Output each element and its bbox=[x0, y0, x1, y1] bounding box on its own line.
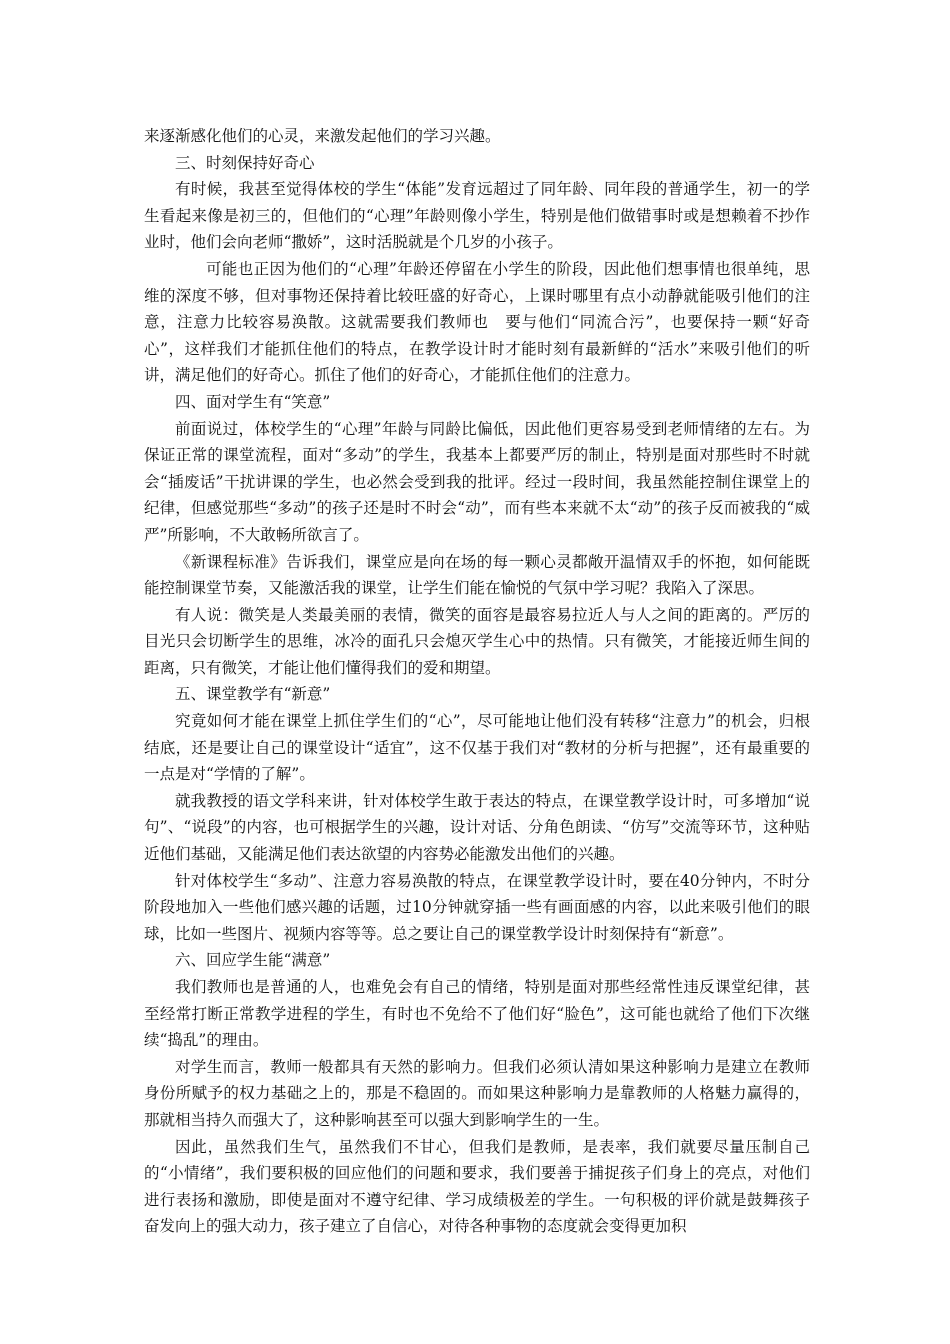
section-heading: 五、课堂教学有“新意” bbox=[175, 685, 331, 704]
paragraph: 因此，虽然我们生气，虽然我们不甘心，但我们是教师，是表率，我们就要尽量压制自己的“小情绪”，我们要积极的回应他们的问题和要求，我们要善于捕捉孩子们身上的亮点，对他们进行表扬和激励，即使是面对不遵守纪律、学习成绩极差的学生。一句积极的评价就是鼓舞孩子奋发向上的强大动力，孩子建立了自信心，对待各种事物的态度就会变得更加积 bbox=[144, 1137, 810, 1236]
paragraph: 就我教授的语文学科来讲，针对体校学生敢于表达的特点，在课堂教学设计时，可多增加“说句”、“说段”的内容，也可根据学生的兴趣，设计对话、分角色朗读、“仿写”交流等环节，这种贴近他们基础，又能满足他们表达欲望的内容势必能激发出他们的兴趣。 bbox=[144, 791, 810, 864]
paragraph: 可能也正因为他们的“心理”年龄还停留在小学生的阶段，因此他们想事情也很单纯，思维的深度不够，但对事物还保持着比较旺盛的好奇心，上课时哪里有点小动静就能吸引他们的注意，注意力比较容易涣散。这就需要我们教师也 要与他们“同流合污”，也要保持一颗“好奇心”，这样我们才能抓住他们的特点，在教学设计时才能时刻有最新鲜的“活水”来吸引他们的听讲，满足他们的好奇心。抓住了他们的好奇心，才能抓住他们的注意力。 bbox=[144, 259, 810, 385]
paragraph: 来逐渐感化他们的心灵，来激发起他们的学习兴趣。 bbox=[144, 127, 501, 145]
paragraph: 有时候，我甚至觉得体校的学生“体能”发育远超过了同年龄、同年段的普通学生，初一的学生看起来像是初三的，但他们的“心理”年龄则像小学生，特别是他们做错事时或是想赖着不抄作业时，他们会向老师“撒娇”，这时活脱就是个几岁的小孩子。 bbox=[144, 180, 810, 252]
paragraph: 究竟如何才能在课堂上抓住学生们的“心”，尽可能地让他们没有转移“注意力”的机会，归根结底，还是要让自己的课堂设计“适宜”，这不仅基于我们对“教材的分析与把握”，还有最重要的一点是对“学情的了解”。 bbox=[144, 712, 810, 784]
paragraph: 对学生而言，教师一般都具有天然的影响力。但我们必须认清如果这种影响力是建立在教师身份所赋予的权力基础之上的，那是不稳固的。而如果这种影响力是靠教师的人格魅力赢得的，那就相当持久而强大了，这种影响甚至可以强大到影响学生的一生。 bbox=[144, 1057, 810, 1129]
paragraph: 《新课程标准》告诉我们，课堂应是向在场的每一颗心灵都敞开温情双手的怀抱，如何能既能控制课堂节奏，又能激活我的课堂，让学生们能在愉悦的气氛中学习呢？我陷入了深思。 bbox=[144, 552, 810, 598]
section-heading: 六、回应学生能“满意” bbox=[175, 951, 331, 970]
paragraph: 我们教师也是普通的人，也难免会有自己的情绪，特别是面对那些经常性违反课堂纪律，甚至经常打断正常教学进程的学生，有时也不免给不了他们好“脸色”，这可能也就给了他们下次继续“捣乱”的理由。 bbox=[144, 978, 810, 1050]
section-heading: 四、面对学生有“笑意” bbox=[175, 392, 331, 411]
paragraph: 前面说过，体校学生的“心理”年龄与同龄比偏低，因此他们更容易受到老师情绪的左右。为保证正常的课堂流程，面对“多动”的学生，我基本上都要严厉的制止，特别是面对那些时不时就会“插废话”干扰讲课的学生，也必然会受到我的批评。经过一段时间，我虽然能控制住课堂上的纪律，但感觉那些“多动”的孩子还是时不时会“动”，而有些本来就不太“动”的孩子反而被我的“威严”所影响，不大敢畅所欲言了。 bbox=[144, 419, 810, 544]
section-heading: 三、时刻保持好奇心 bbox=[175, 153, 315, 172]
document-page bbox=[144, 123, 810, 1240]
paragraph: 针对体校学生“多动”、注意力容易涣散的特点，在课堂教学设计时，要在40分钟内，不时分阶段地加入一些他们感兴趣的话题，过10分钟就穿插一些有画面感的内容，以此来吸引他们的眼球，比如一些图片、视频内容等等。总之要让自己的课堂教学设计时刻保持有“新意”。 bbox=[144, 871, 810, 943]
paragraph: 有人说：微笑是人类最美丽的表情，微笑的面容是最容易拉近人与人之间的距离的。严厉的目光只会切断学生的思维，冰冷的面孔只会熄灭学生心中的热情。只有微笑，才能接近师生间的距离，只有微笑，才能让他们懂得我们的爱和期望。 bbox=[144, 605, 810, 677]
